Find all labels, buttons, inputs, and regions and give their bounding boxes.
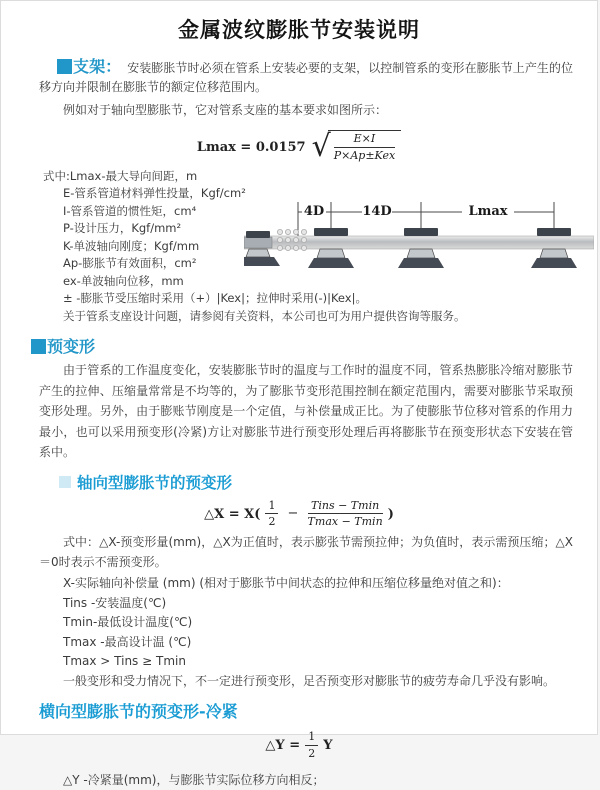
lateral-formula [1,730,597,761]
predeform-section-title: 预变形 [47,337,95,356]
definition-line: ex-单波轴向位移，mm [63,273,597,291]
radical-sign: √ [312,133,331,160]
definition-line: ± -膨胀节受压缩时采用（+）|Kex|；拉伸时采用(-)|Kex|。 [63,290,597,308]
axial-formula-lhs: △X = X( [204,506,260,521]
pipe-support-diagram [244,196,594,296]
axial-formula [1,499,597,530]
dim-label-lmax: Lmax [468,204,507,219]
definition-line: 式中:Lmax-最大导向间距，m [43,168,597,186]
support-section-title: 支架： [73,57,121,76]
lmax-formula-denominator: P×Ap±Kex [334,148,395,163]
definition-line: Ap-膨胀节有效面积，cm² [63,255,597,273]
light-square-icon [59,476,71,488]
definition-line: E-管系管道材料弹性投量，Kgf/cm² [63,185,597,203]
dim-label-4d: 4D [304,204,324,219]
lateral-formula-rhs: Y [323,738,332,753]
page-title: 金属波纹膨胀节安装说明 [1,1,597,44]
axial-x-line: X-实际轴向补偿量 (mm) (相对于膨胀节中间状态的拉伸和压缩位移量绝对值之和)： [63,574,573,594]
support-intro-text: 安装膨胀节时必须在管系上安装必要的支架，以控制管系的变形在膨胀节上产生的位移方向并限制在膨胀节的额定位移范围内。 [39,61,573,94]
support-intro-paragraph [39,57,573,97]
temperature-line: Tins -安装温度(℃) [63,594,573,614]
support-example-line: 例如对于轴向型膨胀节，它对管系支座的基本要求如图所示： [39,101,573,120]
definition-line: I-管系管道的惯性矩，cm⁴ [63,203,597,221]
section-square-icon [31,339,46,354]
lateral-subheader: 横向型膨胀节的预变形-冷紧 [39,699,597,722]
definition-line: K-单波轴向刚度；Kgf/mm [63,238,597,256]
temperature-line: Tmin-最低设计温度(℃) [63,613,573,633]
sqrt-expression [312,130,402,163]
axial-note: 一般变形和受力情况下，不一定进行预变形，足否预变形对膨胀节的疲劳寿命几乎没有影响。 [63,672,573,692]
pipe-stub-left [244,237,272,248]
lmax-formula-numerator: E×I [334,132,395,148]
predeform-header-row [31,337,573,358]
lateral-line: △Y -冷紧量(mm)，与膨胀节实际位移方向相反； [39,771,573,790]
axial-formula-close: ) [388,506,394,521]
one-half-fraction: $\frac{1}{2}$ [305,730,318,761]
one-half-fraction: $\frac{1}{2}$ [265,499,278,530]
lmax-formula [1,130,597,163]
section-square-icon [57,59,72,74]
definition-line: P-设计压力，Kgf/mm² [63,220,597,238]
temperature-line: Tmax -最高设计温 (℃) [63,633,573,653]
axial-subheader: 轴向型膨胀节的预变形 [59,471,597,493]
axial-explain: 式中：△X-预变形量(mm)，△X为正值时，表示膨张节需预拉伸；为负值时，表示需预压缩；△X＝0时表示不需预变形。 [39,533,573,572]
lmax-formula-lhs: Lmax = 0.0157 [197,140,306,155]
support-note-line: 关于管系支座设计问题，请参阅有关资料，本公司也可为用户提供咨询等服务。 [63,308,597,326]
dim-label-14d: 14D [362,204,391,219]
temperature-fraction: $\frac{\text{Tins − Tmin}}{Tmax - Tmin}$ [308,499,383,530]
predeform-paragraph: 由于管系的工作温度变化，安装膨胀节时的温度与工作时的温度不同，管系热膨胀冷缩对膨胀节产生的拉伸、压缩量常常是不均等的，为了膨胀节变形范围控制在额定范围内，需要对膨胀节采取预变形处理。另外，由于膨账节刚度是一个定值，与补偿量成正比。为了使膨胀节位移对管系的作用力最小，也可以采用预变形(冷紧)方让对膨胀节进行预变形处理后再将膨胀节在预变形状态下安装在管系中。 [39,360,573,463]
minus-operator: − [288,506,299,521]
lateral-formula-lhs: △Y = [265,738,300,753]
temperature-line: Tmax > Tins ≥ Tmin [63,652,573,672]
definitions-block [1,168,597,326]
